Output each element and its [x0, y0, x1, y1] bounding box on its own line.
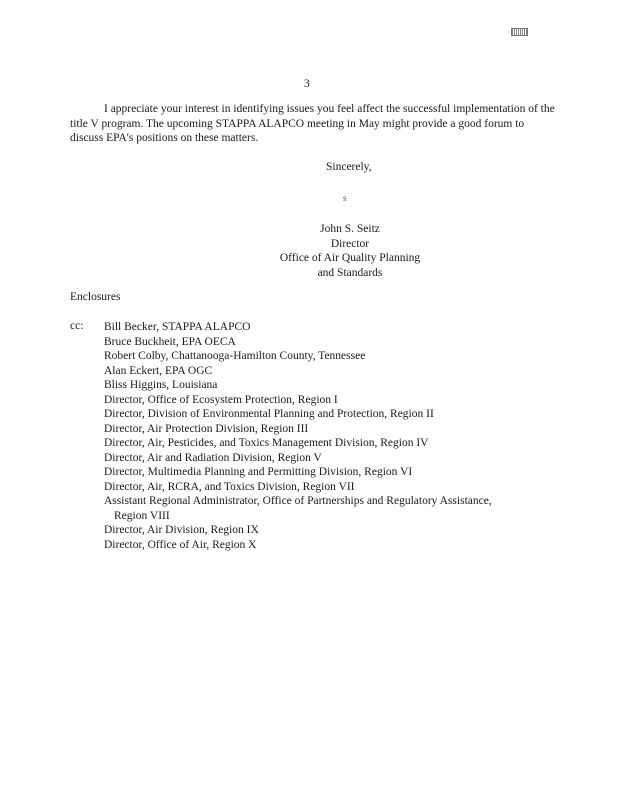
- signer-office-line1: Office of Air Quality Planning: [279, 252, 421, 264]
- cc-recipient: Director, Multimedia Planning and Permitting Division, Region VI: [104, 466, 413, 478]
- body-paragraph-text: I appreciate your interest in identifying issues you feel affect the successful implementation of the title V program. The upcoming STAPPA ALAPCO meeting in May might provide a good forum to discuss EPA's positions on these matters.: [70, 103, 555, 144]
- cc-recipient: Director, Office of Air, Region X: [104, 538, 257, 551]
- cc-recipient: Director, Air Protection Division, Region III: [104, 422, 309, 435]
- cc-recipient: Bliss Higgins, Louisiana: [104, 379, 218, 391]
- cc-recipient-continuation: Region VIII: [114, 509, 170, 522]
- cc-recipient: Assistant Regional Administrator, Office of Partnerships and Regulatory Assistance,: [104, 495, 492, 507]
- cc-recipient: Director, Office of Ecosystem Protection, Region I: [104, 393, 338, 406]
- cc-recipient: Alan Eckert, EPA OGC: [104, 364, 213, 377]
- signer-title: Director: [330, 237, 370, 250]
- cc-recipient: Bill Becker, STAPPA ALAPCO: [104, 321, 251, 333]
- signer-name: John S. Seitz: [320, 223, 380, 235]
- cc-recipient: Director, Division of Environmental Planning and Protection, Region II: [104, 408, 434, 420]
- enclosures-label: Enclosures: [70, 291, 121, 303]
- cc-recipient: Robert Colby, Chattanooga-Hamilton County, Tennessee: [104, 350, 366, 362]
- barcode-stamp-icon: [511, 28, 528, 36]
- cc-label: cc:: [70, 320, 84, 332]
- closing: Sincerely,: [326, 161, 372, 173]
- cc-recipient: Director, Air Division, Region IX: [104, 524, 259, 536]
- cc-list: [104, 320, 544, 552]
- signature-mark: s: [343, 193, 347, 203]
- body-paragraph: [70, 102, 558, 146]
- page-number: 3: [304, 78, 310, 90]
- cc-recipient: Director, Air, RCRA, and Toxics Division, Region VII: [104, 480, 355, 493]
- signer-office-line2: and Standards: [317, 266, 383, 279]
- signature-block: [250, 222, 450, 280]
- cc-recipient: Bruce Buckheit, EPA OECA: [104, 335, 236, 348]
- cc-recipient: Director, Air and Radiation Division, Region V: [104, 451, 322, 464]
- cc-recipient: Director, Air, Pesticides, and Toxics Management Division, Region IV: [104, 437, 429, 449]
